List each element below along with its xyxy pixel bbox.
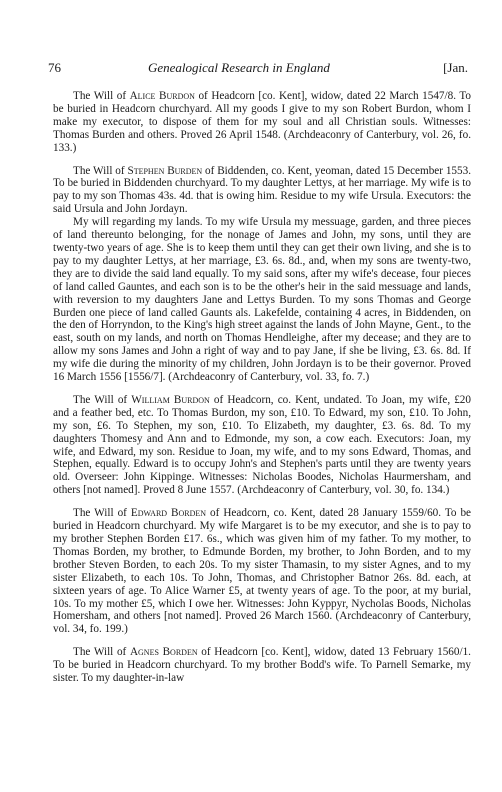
will-paragraph: [53, 646, 471, 685]
will-paragraph: [53, 90, 471, 155]
page-header: [48, 60, 468, 78]
will-text: of Headcorn, co. Kent, dated 28 January 1559/60. To be buried in Headcorn churchyard. My wife Margaret is to be my executor, and she is to pay to my brother Stephen Borden £17. 6s., which was given him of my father. To my mother, to Thomas Borden, my brother, to Edmunde Borden, my brother, to John Borden, and to my brother Steven Borden, to each 20s. To my sister Thamasin, to my sister Agnes, and to my sister Elizabeth, to each 10s. To John, Thomas, and Christopher Batnor 26s. 8d. each, at sixteen years of age. To Alice Warner £5, at twenty years of age. To the poor, at my burial, 10s. To my mother £5, which I owe her. Witnesses: John Kyppyr, Nycholas Boods, Nicholas Homersham, and others [not named]. Proved 26 March 1560. (Archdeaconry of Canterbury, vol. 34, fo. 199.): [53, 507, 472, 636]
will-text: of Headcorn, co. Kent, undated. To Joan, my wife, £20 and a feather bed, etc. To Thomas Burdon, my son, £10. To Edward, my son, £10. To John, my son, £6. To Stephen, my son, £10. To Elizabeth, my daughter, £3. 6s. 8d. To my daughters Thomesy and Ann and to Edmonde, my son, a cow each. Executors: Joan, my wife, and Edward, my son. Residue to Joan, my wife, and to my sons Edward, Thomas, and Stephen, equally. Edward is to occupy John's and Stephen's parts until they are twenty years old. Overseer: John Kippinge. Witnesses: Nicholas Boodes, Nicholas Haurmersham, and others [not named]. Proved 8 June 1557. (Archdeaconry of Canterbury, vol. 30, fo. 134.): [53, 393, 471, 497]
page-number: 76: [48, 60, 61, 75]
will-lead: The Will of: [73, 164, 128, 177]
testator-name: Alice Burdon: [129, 90, 195, 102]
testator-name: Agnes Borden: [129, 646, 198, 659]
will-entry: [53, 507, 471, 636]
testator-name: Edward Borden: [130, 507, 207, 520]
running-title: Genealogical Research in England: [148, 60, 330, 75]
will-paragraph: [53, 165, 471, 217]
running-date: [Jan.: [443, 60, 468, 75]
will-entry: [53, 646, 471, 685]
will-lead: The Will of: [73, 393, 132, 406]
will-text: of Headcorn [co. Kent], widow, dated 13 February 1560/1. To be buried in Headcorn churchyard. To my brother Bodd's wife. To Parnell Semarke, my sister. To my daughter-in-law: [53, 646, 471, 685]
testator-name: William Burdon: [131, 393, 210, 406]
will-entry: [53, 90, 471, 155]
will-lead: The Will of: [73, 90, 130, 102]
will-text: My will regarding my lands. To my wife Ursula my messuage, garden, and three pieces of land thereunto belonging, for the nonage of James and John, my sons, until they are twenty-two years of age. She is to keep them until they can get their own living, and she is to pay to my daughter Lettys, at her marriage, £3. 6s. 8d., and, when my sons are twenty-two, they are to divide the said land equally. To my said sons, after my wife's decease, four pieces of land called Gauntes, and each son is to be the other's heir in the said messuage and lands, with reversion to my daughters Jane and Lettys Burden. To my sons Thomas and George Burden one piece of land called Gaunts als. Lakefelde, containing 4 acres, in Biddenden, on the den of Horryndon, to the King's high street against the lands of John Mayne, Gent., to the east, south on my lands, and north on Thomas Hendleighe, after my decease; and they are to allow my sons James and John a right of way and to pay Jane, if she be living, £3. 6s. 8d. If my wife die during the minority of my children, John Jordayn is to be their governor. Proved 16 March 1556 [1556/7]. (Archdeaconry of Canterbury, vol. 33, fo. 7.): [53, 216, 471, 384]
will-paragraph: [53, 507, 471, 636]
will-lead: The Will of: [73, 646, 130, 659]
will-entry: [53, 394, 471, 497]
will-text: of Headcorn [co. Kent], widow, dated 22 March 1547/8. To be buried in Headcorn churchyard. All my goods I give to my son Robert Burdon, whom I make my executor, to dispose of them for my soul and all Christian souls. Witnesses: Thomas Burden and others. Proved 26 April 1548. (Archdeaconry of Canterbury, vol. 26, fo. 133.): [53, 90, 471, 154]
will-lead: The Will of: [73, 507, 131, 520]
will-entry: [53, 165, 471, 384]
will-text: of Biddenden, co. Kent, yeoman, dated 15 December 1553. To be buried in Biddenden churchyard. To my daughter Lettys, at her marriage. My wife is to pay to my son Thomas 43s. 4d. that is owing him. Residue to my wife Ursula. Executors: the said Ursula and John Jordayn.: [53, 164, 472, 216]
testator-name: Stephen Burden: [127, 164, 203, 177]
body-text: [53, 90, 471, 695]
will-paragraph: [53, 394, 471, 497]
will-paragraph: [53, 216, 471, 384]
